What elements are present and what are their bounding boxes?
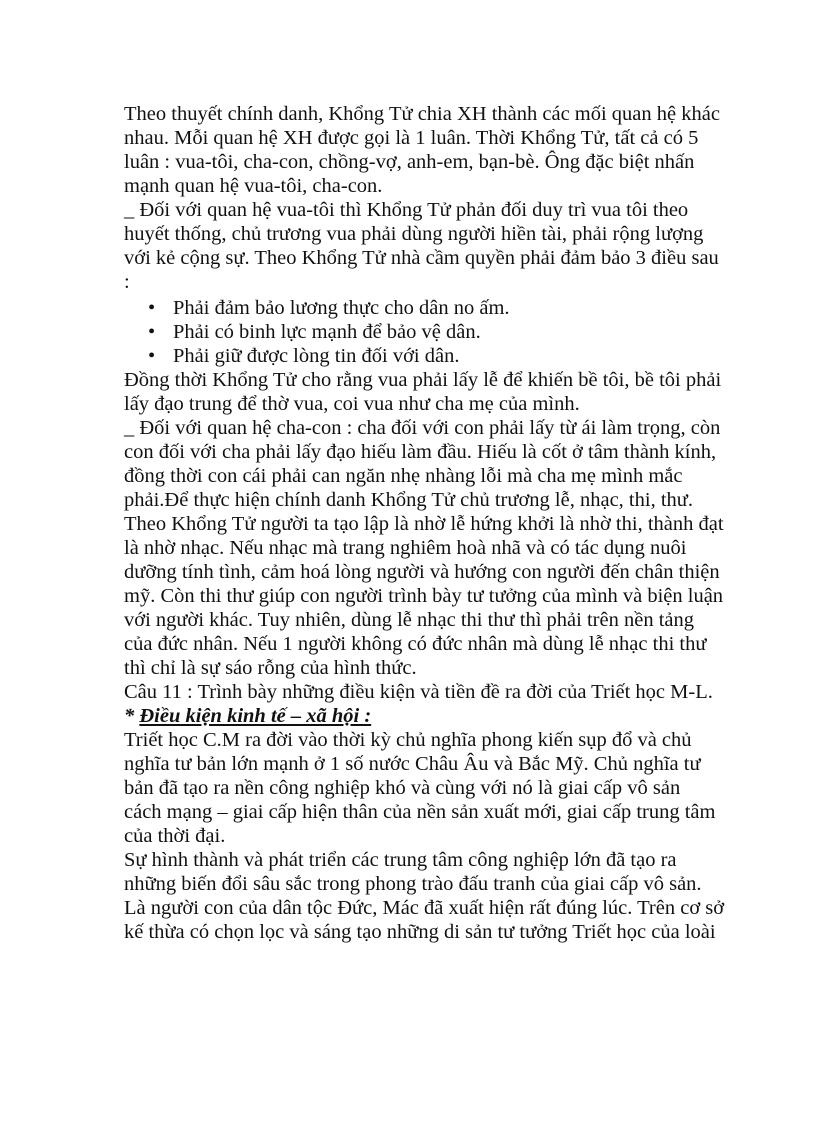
paragraph-vua-toi xyxy=(124,198,724,294)
text-line: _ Đối với quan hệ cha-con : cha đối với con phải lấy từ ái làm trọng, còn xyxy=(124,417,721,439)
text-line: con đối với cha phải lấy đạo hiếu làm đầu. Hiếu là cốt ở tâm thành kính, xyxy=(124,441,717,463)
section-heading-prefix: * xyxy=(124,705,140,727)
text-line: huyết thống, chủ trương vua phải dùng người hiền tài, phải rộng lượng xyxy=(124,223,704,245)
text-line: của đức nhân. Nếu 1 người không có đức nhân mà dùng lễ nhạc thi thư xyxy=(124,633,707,655)
paragraph-le-nhac-thi-thu xyxy=(124,368,724,680)
list-item xyxy=(124,296,724,320)
text-line: : xyxy=(124,271,130,293)
paragraph-trung-tam-cong-nghiep xyxy=(124,848,724,944)
document-page xyxy=(124,102,724,944)
text-line: những biến đổi sâu sắc trong phong trào đấu tranh của giai cấp vô sản. xyxy=(124,873,702,895)
text-line: mạnh quan hệ vua-tôi, cha-con. xyxy=(124,175,383,197)
text-line: Triết học C.M ra đời vào thời kỳ chủ nghĩa phong kiến sụp đổ và chủ xyxy=(124,729,692,751)
text-line: phải.Để thực hiện chính danh Khổng Tử chủ trương lễ, nhạc, thi, thư. xyxy=(124,489,693,511)
text-line: bản đã tạo ra nền công nghiệp khó và cùng với nó là giai cấp vô sản xyxy=(124,777,681,799)
text-line: thì chỉ là sự sáo rỗng của hình thức. xyxy=(124,657,417,679)
text-line: kế thừa có chọn lọc và sáng tạo những di sản tư tưởng Triết học của loài xyxy=(124,921,716,943)
list-item-text: Phải giữ được lòng tin đối với dân. xyxy=(173,345,460,367)
text-line: là nhờ nhạc. Nếu nhạc mà trang nghiêm hoà nhã và có tác dụng nuôi xyxy=(124,537,687,559)
section-heading-text: Điều kiện kinh tế – xã hội : xyxy=(139,705,372,727)
text-line: của thời đại. xyxy=(124,825,226,847)
list-item xyxy=(124,344,724,368)
list-item-text: Phải đảm bảo lương thực cho dân no ấm. xyxy=(173,297,510,319)
text-line: cách mạng – giai cấp hiện thân của nền sản xuất mới, giai cấp trung tâm xyxy=(124,801,716,823)
text-line: Là người con của dân tộc Đức, Mác đã xuất hiện rất đúng lúc. Trên cơ sở xyxy=(124,897,725,919)
paragraph-kinh-te-xa-hoi xyxy=(124,728,724,848)
bullet-icon: • xyxy=(148,321,156,343)
text-line: đồng thời con cái phải can ngăn nhẹ nhàng lỗi mà cha mẹ mình mắc xyxy=(124,465,683,487)
bullet-list xyxy=(124,296,724,368)
text-line: với người khác. Tuy nhiên, dùng lễ nhạc thi thư thì phải trên nền tảng xyxy=(124,609,694,631)
list-item xyxy=(124,320,724,344)
bullet-icon: • xyxy=(148,345,156,367)
section-heading xyxy=(124,704,724,728)
text-line: Đồng thời Khổng Tử cho rằng vua phải lấy lễ để khiến bề tôi, bề tôi phải xyxy=(124,369,722,391)
text-line: lấy đạo trung để thờ vua, coi vua như cha mẹ của mình. xyxy=(124,393,580,415)
text-line: nghĩa tư bản lớn mạnh ở 1 số nước Châu Âu và Bắc Mỹ. Chủ nghĩa tư xyxy=(124,753,701,775)
question-title: Câu 11 : Trình bày những điều kiện và tiền đề ra đời của Triết học M-L. xyxy=(124,681,713,703)
text-line: với kẻ cộng sự. Theo Khổng Tử nhà cầm quyền phải đảm bảo 3 điều sau xyxy=(124,247,719,269)
text-line: nhau. Mỗi quan hệ XH được gọi là 1 luân. Thời Khổng Tử, tất cả có 5 xyxy=(124,127,699,149)
text-line: Sự hình thành và phát triển các trung tâm công nghiệp lớn đã tạo ra xyxy=(124,849,677,871)
bullet-icon: • xyxy=(148,297,156,319)
text-line: dưỡng tính tình, cảm hoá lòng người và hướng con người đến chân thiện xyxy=(124,561,720,583)
paragraph-thuyet-chinh-danh xyxy=(124,102,724,198)
text-line: mỹ. Còn thi thư giúp con người trình bày tư tưởng của mình và biện luận xyxy=(124,585,724,607)
list-item-text: Phải có binh lực mạnh để bảo vệ dân. xyxy=(173,321,481,343)
text-line: luân : vua-tôi, cha-con, chồng-vợ, anh-em, bạn-bè. Ông đặc biệt nhấn xyxy=(124,151,695,173)
text-line: _ Đối với quan hệ vua-tôi thì Khổng Tử phản đối duy trì vua tôi theo xyxy=(124,199,689,221)
text-line: Theo thuyết chính danh, Khổng Tử chia XH thành các mối quan hệ khác xyxy=(124,103,720,125)
text-line: Theo Khổng Tử người ta tạo lập là nhờ lễ hứng khởi là nhờ thi, thành đạt xyxy=(124,513,724,535)
